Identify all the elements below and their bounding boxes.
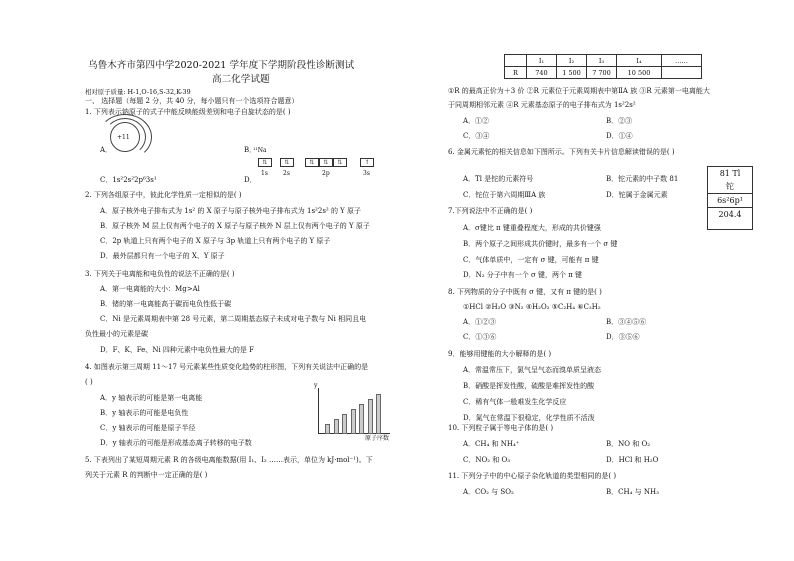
table-cell: I₄ [617,55,662,67]
table-cell: 7 700 [587,67,617,79]
q4-option-d: D．y 轴表示的可能是形成基态离子转移的电子数 [100,439,252,447]
na-symbol: ¹¹Na [253,147,267,154]
question-7: 7.下列说法中不正确的是( ) [448,207,533,215]
q7-option-a: A．σ键比 π 键重叠程度大，形成的共价键强 [463,224,601,232]
q10-option-a: A．CH₄ 和 NH₄⁺ [463,440,520,448]
q9-option-d: D．氮气在常温下很稳定，化学性质不活泼 [463,414,595,422]
q10-option-b: B．NO 和 O₂ [606,440,651,448]
chart-bar [351,409,356,434]
orbital-box-2p-2: ⇅ [319,158,333,167]
q9-option-a: A．常温常压下，氯气呈气态而溴单质呈液态 [463,366,602,374]
q5-statements-2: 于同周期相邻元素 ④R 元素基态原子的电子排布式为 1s²2s² [448,101,636,109]
question-3: 3. 下列关于电离能和电负性的说法不正确的是( ) [85,270,235,278]
orbital-box-2p-3: ⇅ [333,158,347,167]
nucleus-label: +11 [117,134,130,141]
chart-bar [359,404,364,434]
chart-bar [334,419,339,434]
q2-option-b: B．原子核外 M 层上仅有两个电子的 X 原子与原子核外 N 层上仅有两个电子的 Y 原子 [100,222,370,230]
q3-option-d: D．F、K、Fe、Ni 四种元素中电负性最大的是 F [100,346,254,354]
question-5: 5. 下表列出了某短周期元素 R 的各级电离能数据(用 I₁、I₂ ……表示，单位为 kJ·mol⁻¹)。下 [85,456,373,464]
table-cell: R [505,67,527,79]
q6-option-b: B．铊元素的中子数 81 [606,175,679,183]
q9-option-b: B．硝酸是挥发性酸，硫酸是难挥发性的酸 [463,382,595,390]
card-config: 6s²6p¹ [708,193,752,207]
q1-option-b-label: B． [244,146,257,154]
table-cell: I₁ [527,55,557,67]
q8-option-d: D．③⑤⑥ [606,333,640,341]
q2-option-d: D．最外层都只有一个电子的 X、Y 原子 [100,252,225,260]
orbital-box-1s: ⇅ [258,158,272,167]
q3-option-a: A．第一电离能的大小：Mg>Al [100,285,200,293]
chart-bar [325,424,330,434]
ionization-energy-table [504,54,702,79]
q4-option-a: A．y 轴表示的可能是第一电离能 [100,394,203,402]
question-4: 4. 如图表示第三周期 11～17 号元素某些性质变化趋势的柱形图，下列有关说法中正确的是 [85,363,369,371]
table-row [505,67,702,79]
chart-bar [368,399,373,434]
card-number-symbol: 81 Tl [719,169,741,178]
q4-option-c: C．y 轴表示的可能是原子半径 [100,424,196,432]
q4-option-b: B．y 轴表示的可能是电负性 [100,409,189,417]
orbital-label-2p: 2p [322,170,330,177]
card-mass: 204.4 [708,207,752,221]
card-name: 铊 [726,182,734,191]
chart-bar [342,414,347,434]
q8-option-a: A．①②③ [463,318,497,326]
exam-subtitle: 高二化学试题 [212,74,270,85]
orbital-label-3s: 3s [363,170,370,177]
question-4-paren: ( ) [85,378,93,386]
question-9: 9．能够用键能的大小解释的是( ) [448,350,552,358]
question-6: 6. 金属元素铊的相关信息如下图所示。下列有关卡片信息解读错误的是( ) [448,148,675,156]
question-8: 8. 下列物质的分子中既有 σ 键，又有 π 键的是( ) [448,288,602,296]
q1-option-c: C．1s²2s²2p⁶3s¹ [100,176,157,184]
q8-items: ①HCl ②H₂O ③N₂ ④H₂O₂ ⑤C₂H₄ ⑥C₂H₂ [463,303,601,311]
q5-statements-1: ①R 的最高正价为＋3 价 ②R 元素位于元素周期表中第ⅡA 族 ③R 元素第一电离能大 [448,87,710,95]
table-cell: …… [662,55,702,67]
chart-bar [376,394,381,434]
thallium-element-card [707,166,753,230]
exam-title: 乌鲁木齐市第四中学2020-2021 学年度下学期阶段性诊断测试 [88,60,355,71]
q7-option-b: B．两个原子之间形成共价键时，最多有一个 σ 键 [463,240,618,248]
q11-option-b: B．CH₄ 与 NH₃ [606,488,659,496]
q3-option-c-cont: 负性最小的元素是碳 [85,330,148,338]
q6-option-c: C．铊位于第六周期ⅢA 族 [463,191,546,199]
question-2: 2. 下列各组原子中，彼此化学性质一定相似的是( ) [85,191,242,199]
question-10: 10. 下列粒子属于等电子体的是( ) [448,424,554,432]
q10-option-c: C．NO₂ 和 O₃ [463,456,511,464]
atomic-masses: 相对原子质量: H-1,O-16,S-32,K-39 [85,88,191,96]
table-cell: 10 500 [617,67,662,79]
q7-option-d: D．N₂ 分子中有一个 σ 键，两个 π 键 [463,271,583,279]
q5-option-d: D．①④ [606,132,633,140]
q9-option-c: C．稀有气体一般难发生化学反应 [463,398,567,406]
q3-option-c: C．Ni 是元素周期表中第 28 号元素，第二周期基态原子未成对电子数与 Ni 相同且电 [100,315,367,323]
question-5-cont: 列关于元素 R 的判断中一定正确的是( ) [85,471,208,479]
q8-option-b: B．③④⑤⑥ [606,318,647,326]
question-11: 11. 下列分子中的中心原子杂化轨道的类型相同的是( ) [448,472,617,480]
orbital-box-3s: ↑ [360,158,374,167]
table-cell: 1 500 [557,67,587,79]
q6-option-d: D．铊属于金属元素 [606,191,668,199]
question-1: 1. 下列表示钠原子的式子中能反映能级差别和电子自旋状态的是( ) [85,108,291,116]
q5-option-c: C．③④ [463,132,490,140]
q3-option-b: B．锗的第一电离能高于碳而电负性低于碳 [100,300,232,308]
q6-option-a: A．Tl 是铊的元素符号 [463,175,534,183]
table-header-row [505,55,702,67]
q8-option-c: C．①③⑥ [463,333,497,341]
q1-option-d-label: D． [244,176,257,184]
section-heading: 一、 选择题（每题 2 分，共 40 分，每小题只有一个选项符合题意） [85,97,299,105]
q11-option-a: A．CO₂ 与 SO₂ [463,488,514,496]
q4-chart-xlabel: 原子序数 [365,435,390,442]
q4-bar-chart [318,388,390,434]
table-cell: I₃ [587,55,617,67]
q10-option-d: D．HCl 和 H₂O [606,456,659,464]
q4-chart-ylabel: y [314,382,318,389]
q7-option-c: C．气体单质中，一定有 σ 键，可能有 π 键 [463,256,599,264]
table-cell: 740 [527,67,557,79]
q5-option-b: B．②③ [606,117,633,125]
table-cell [505,55,527,67]
q2-option-a: A．原子核外电子排布式为 1s² 的 X 原子与原子核外电子排布式为 1s²2s² 的 Y 原子 [100,207,362,215]
orbital-box-2p-1: ⇅ [305,158,319,167]
orbital-box-2s: ⇅ [280,158,294,167]
q1-option-a-label: A． [100,146,113,154]
table-cell [662,67,702,79]
orbital-label-2s: 2s [283,170,290,177]
q5-option-a: A．①② [463,117,490,125]
q2-option-c: C．2p 轨道上只有两个电子的 X 原子与 3p 轨道上只有两个电子的 Y 原子 [100,237,331,245]
table-cell: I₂ [557,55,587,67]
orbital-label-1s: 1s [261,170,268,177]
